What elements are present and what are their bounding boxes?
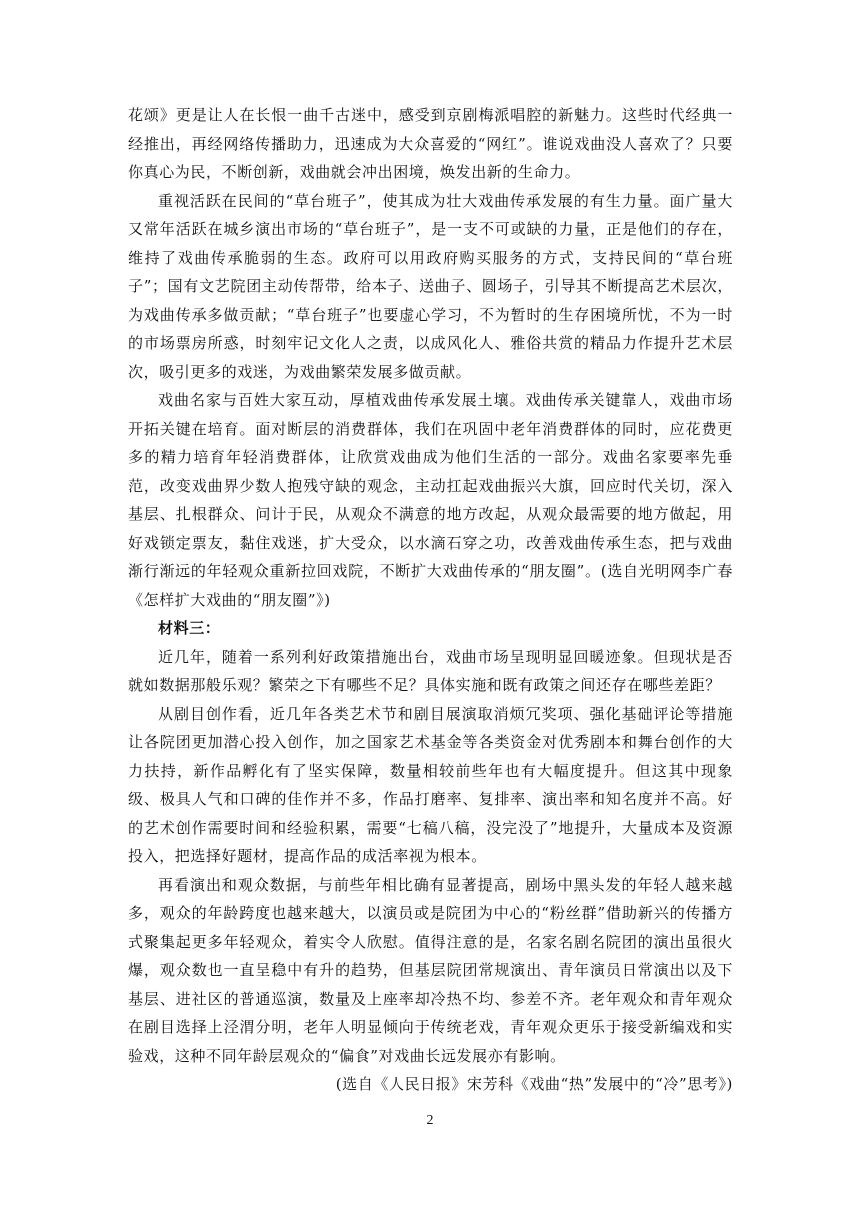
- paragraph-masters-and-public: 戏曲名家与百姓大家互动，厚植戏曲传承发展土壤。戏曲传承关键靠人，戏曲市场开拓关键在培育。面对断层的消费群体，我们在巩固中老年消费群体的同时，应花费更多的精力培育年轻消费群体，让欣赏戏曲成为他们生活的一部分。戏曲名家要率先垂范，改变戏曲界少数人抱残守缺的观念，主动扛起戏曲振兴大旗，回应时代关切，深入基层、扎根群众、问计于民，从观众不满意的地方改起，从观众最需要的地方做起，用好戏锁定票友，黏住戏迷，扩大受众，以水滴石穿之功，改善戏曲传承生态，把与戏曲渐行渐远的年轻观众重新拉回戏院，不断扩大戏曲传承的“朋友圈”。(选自光明网李广春《怎样扩大戏曲的“朋友圈”》): [128, 391, 733, 609]
- document-body: [128, 101, 733, 1099]
- paragraph-audience-data: 再看演出和观众数据，与前些年相比确有显著提高，剧场中黑头发的年轻人越来越多，观众的年龄跨度也越来越大，以演员或是院团为中心的“粉丝群”借助新兴的传播方式聚集起更多年轻观众，着实令人欣慰。值得注意的是，名家名剧名院团的演出虽很火爆，观众数也一直呈稳中有升的趋势，但基层院团常规演出、青年演员日常演出以及下基层、进社区的普通巡演，数量及上座率却冷热不均、参差不齐。老年观众和青年观众在剧目选择上泾渭分明，老年人明显倾向于传统老戏，青年观众更乐于接受新编戏和实验戏，这种不同年龄层观众的“偏食”对戏曲长远发展亦有影响。: [128, 875, 733, 1065]
- paragraph-market-recovery: 近几年，随着一系列利好政策措施出台，戏曲市场呈现明显回暖迹象。但现状是否就如数据那般乐观？繁荣之下有哪些不足？具体实施和既有政策之间还存在哪些差距？: [128, 647, 733, 694]
- paragraph-repertoire-creation: 从剧目创作看，近几年各类艺术节和剧目展演取消烦冗奖项、强化基础评论等措施让各院团更加潜心投入创作，加之国家艺术基金等各类资金对优秀剧本和舞台创作的大力扶持，新作品孵化有了坚实保障，数量相较前些年也有大幅度提升。但这其中现象级、极具人气和口碑的佳作并不多，作品打磨率、复排率、演出率和知名度并不高。好的艺术创作需要时间和经验积累，需要“七稿八稿，没完没了”地提升，大量成本及资源投入，把选择好题材，提高作品的成活率视为根本。: [128, 704, 733, 865]
- paragraph-continuation: 花颂》更是让人在长恨一曲千古迷中，感受到京剧梅派唱腔的新魅力。这些时代经典一经推出，再经网络传播助力，迅速成为大众喜爱的“网红”。谁说戏曲没人喜欢了？只要你真心为民，不断创新，戏曲就会冲出困境，焕发出新的生命力。: [128, 106, 733, 181]
- page-number: 2: [426, 1113, 434, 1128]
- source-citation: (选自《人民日报》宋芳科《戏曲“热”发展中的“冷”思考》): [335, 1075, 733, 1093]
- paragraph-grassroots-troupes: 重视活跃在民间的“草台班子”，使其成为壮大戏曲传承发展的有生力量。面广量大又常年活跃在城乡演出市场的“草台班子”，是一支不可或缺的力量，正是他们的存在，维持了戏曲传承脆弱的生态。政府可以用政府购买服务的方式，支持民间的“草台班子”；国有文艺院团主动传帮带，给本子、送曲子、圆场子，引导其不断提高艺术层次，为戏曲传承多做贡献；“草台班子”也要虚心学习，不为暂时的生存困境所忧，不为一时的市场票房所惑，时刻牢记文化人之责，以成风化人、雅俗共赏的精品力作提升艺术层次，吸引更多的戏迷，为戏曲繁荣发展多做贡献。: [128, 191, 733, 381]
- material-three-heading: 材料三：: [158, 619, 221, 637]
